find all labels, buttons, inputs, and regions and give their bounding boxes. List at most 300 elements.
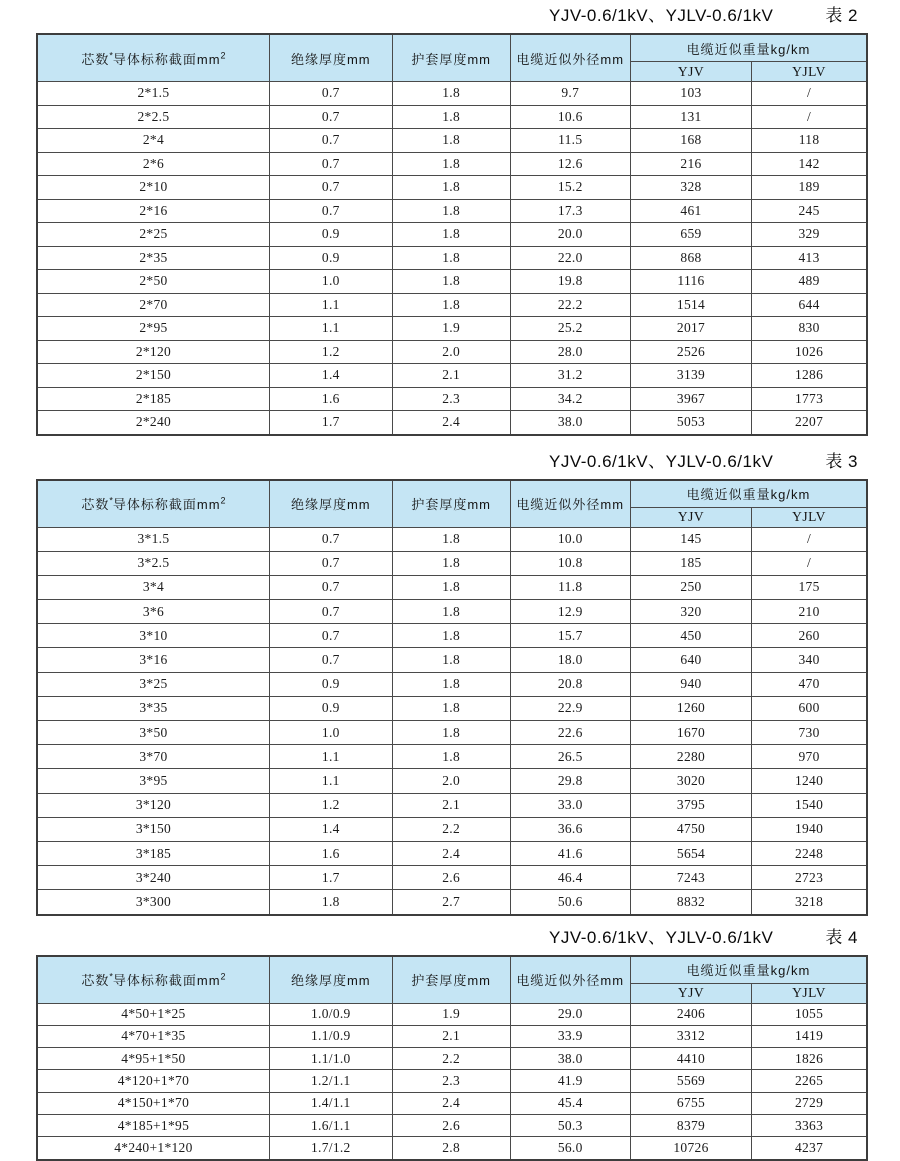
table-row	[37, 866, 867, 890]
table-cell: 2.4	[392, 841, 510, 865]
table-cell: 50.6	[510, 890, 630, 915]
table-cell: 2.1	[392, 1025, 510, 1047]
table-cell: 2*2.5	[37, 105, 269, 129]
table-cell: 8832	[630, 890, 751, 915]
table-cell: 15.7	[510, 624, 630, 648]
table-cell: 29.8	[510, 769, 630, 793]
table-cell: 2*35	[37, 246, 269, 270]
table-cell: 2.1	[392, 793, 510, 817]
table-title	[36, 451, 858, 472]
table-cell: 2*16	[37, 199, 269, 223]
table-cell: 29.0	[510, 1003, 630, 1025]
table-title-text: YJV-0.6/1kV、YJLV-0.6/1kV	[549, 927, 774, 947]
column-header-yjlv: YJLV	[752, 983, 867, 1003]
table-cell: 10.6	[510, 105, 630, 129]
table-cell: 7243	[630, 866, 751, 890]
table-cell: 1.8	[392, 293, 510, 317]
table-cell: 31.2	[510, 364, 630, 388]
table-cell: 26.5	[510, 745, 630, 769]
column-header-insulation: 绝缘厚度mm	[269, 956, 392, 1004]
table-cell: 2.6	[392, 866, 510, 890]
column-header-yjlv: YJLV	[752, 62, 867, 82]
table-cell: 1.0	[269, 721, 392, 745]
column-header-insulation: 绝缘厚度mm	[269, 34, 392, 82]
table-cell: 2207	[752, 411, 867, 435]
table-cell: 868	[630, 246, 751, 270]
table-cell: 470	[752, 672, 867, 696]
table-cell: 1240	[752, 769, 867, 793]
table-cell: 3*2.5	[37, 551, 269, 575]
column-header-core-section	[37, 480, 269, 528]
table-cell: 50.3	[510, 1114, 630, 1136]
table-cell: 1514	[630, 293, 751, 317]
table-cell: 2*25	[37, 223, 269, 247]
table-cell: 1.4	[269, 364, 392, 388]
table-cell: 38.0	[510, 1048, 630, 1070]
table-cell: 340	[752, 648, 867, 672]
table-cell: 1.8	[269, 890, 392, 915]
table-cell: 2.4	[392, 411, 510, 435]
table-cell: 5569	[630, 1070, 751, 1092]
table-cell: 1.6	[269, 841, 392, 865]
table-cell: 328	[630, 176, 751, 200]
table-cell: 145	[630, 527, 751, 551]
table-cell: 1.2/1.1	[269, 1070, 392, 1092]
table-row	[37, 317, 867, 341]
table-cell: 2.1	[392, 364, 510, 388]
table-cell: 3*185	[37, 841, 269, 865]
table-cell: 2*70	[37, 293, 269, 317]
table-cell: 4*240+1*120	[37, 1137, 269, 1160]
column-header-sheath: 护套厚度mm	[392, 956, 510, 1004]
table-cell: 1826	[752, 1048, 867, 1070]
table-cell: 3*1.5	[37, 527, 269, 551]
table-cell: 489	[752, 270, 867, 294]
table-cell: 2.3	[392, 1070, 510, 1092]
table-row	[37, 527, 867, 551]
table-row	[37, 1025, 867, 1047]
core-header-base: 芯数	[81, 973, 110, 988]
column-header-diameter: 电缆近似外径mm	[510, 956, 630, 1004]
table-cell: 17.3	[510, 199, 630, 223]
table-cell: 3*6	[37, 600, 269, 624]
table-cell: 3*150	[37, 817, 269, 841]
table-row	[37, 648, 867, 672]
table-cell: 142	[752, 152, 867, 176]
table-cell: 1.4/1.1	[269, 1092, 392, 1114]
table-cell: 4*70+1*35	[37, 1025, 269, 1047]
table-cell: 56.0	[510, 1137, 630, 1160]
table-cell: 450	[630, 624, 751, 648]
table-cell: 1540	[752, 793, 867, 817]
table-cell: 2.8	[392, 1137, 510, 1160]
table-cell: 640	[630, 648, 751, 672]
table-cell: 730	[752, 721, 867, 745]
table-row	[37, 769, 867, 793]
table-cell: 3*240	[37, 866, 269, 890]
table-cell: 2*6	[37, 152, 269, 176]
column-header-insulation: 绝缘厚度mm	[269, 480, 392, 528]
table-cell: 2.2	[392, 817, 510, 841]
table-cell: 25.2	[510, 317, 630, 341]
table-cell: 2526	[630, 340, 751, 364]
table-row	[37, 890, 867, 915]
table-cell: 1.6	[269, 387, 392, 411]
table-title	[36, 5, 858, 26]
table-cell: 2.4	[392, 1092, 510, 1114]
table-cell: 19.8	[510, 270, 630, 294]
table-number: 表 4	[825, 927, 858, 947]
table-row	[37, 105, 867, 129]
table-cell: 3218	[752, 890, 867, 915]
table-row	[37, 129, 867, 153]
table-block-2	[36, 5, 868, 436]
core-header-mid: 导体标称截面mm	[112, 51, 221, 67]
table-cell: 3312	[630, 1025, 751, 1047]
column-header-weight: 电缆近似重量kg/km	[630, 480, 867, 508]
table-cell: 10.8	[510, 551, 630, 575]
table-cell: 210	[752, 600, 867, 624]
table-cell: 1.8	[392, 624, 510, 648]
table-cell: 1.2	[269, 340, 392, 364]
table-cell: 9.7	[510, 82, 630, 106]
table-cell: 22.0	[510, 246, 630, 270]
table-cell: 1.8	[392, 672, 510, 696]
table-cell: 1.8	[392, 199, 510, 223]
table-cell: 3020	[630, 769, 751, 793]
table-cell: 175	[752, 575, 867, 599]
table-row	[37, 246, 867, 270]
table-cell: 2265	[752, 1070, 867, 1092]
table-cell: 1.2	[269, 793, 392, 817]
table-cell: 1.8	[392, 152, 510, 176]
table-row	[37, 1070, 867, 1092]
table-cell: 0.7	[269, 82, 392, 106]
table-cell: 0.9	[269, 696, 392, 720]
table-cell: 1.0	[269, 270, 392, 294]
column-header-sheath: 护套厚度mm	[392, 480, 510, 528]
table-row	[37, 152, 867, 176]
table-cell: 10.0	[510, 527, 630, 551]
table-cell: 1.4	[269, 817, 392, 841]
table-cell: 3*120	[37, 793, 269, 817]
table-cell: 1.1	[269, 317, 392, 341]
table-cell: 2.7	[392, 890, 510, 915]
table-cell: 1.8	[392, 721, 510, 745]
table-cell: 1.8	[392, 527, 510, 551]
table-cell: /	[752, 105, 867, 129]
column-header-sheath: 护套厚度mm	[392, 34, 510, 82]
core-header-base: 芯数	[81, 51, 110, 67]
table-cell: 1.8	[392, 105, 510, 129]
table-cell: 41.6	[510, 841, 630, 865]
table-cell: 2.0	[392, 769, 510, 793]
table-row	[37, 199, 867, 223]
table-cell: 3*50	[37, 721, 269, 745]
core-header-mid: 导体标称截面mm	[112, 497, 221, 512]
table-cell: 33.9	[510, 1025, 630, 1047]
table-cell: 1.8	[392, 270, 510, 294]
table-cell: 0.7	[269, 600, 392, 624]
table-cell: 168	[630, 129, 751, 153]
table-cell: 250	[630, 575, 751, 599]
table-cell: 0.9	[269, 672, 392, 696]
table-cell: 600	[752, 696, 867, 720]
table-cell: 1.1	[269, 293, 392, 317]
table-cell: 3*70	[37, 745, 269, 769]
table-cell: /	[752, 527, 867, 551]
column-header-weight: 电缆近似重量kg/km	[630, 34, 867, 62]
table-cell: 2.6	[392, 1114, 510, 1136]
table-cell: 15.2	[510, 176, 630, 200]
table-cell: 10726	[630, 1137, 751, 1160]
table-row	[37, 364, 867, 388]
table-row	[37, 1003, 867, 1025]
table-row	[37, 1092, 867, 1114]
table-cell: 2406	[630, 1003, 751, 1025]
table-cell: 8379	[630, 1114, 751, 1136]
table-row	[37, 293, 867, 317]
table-row	[37, 600, 867, 624]
table-cell: 22.2	[510, 293, 630, 317]
table-cell: 0.9	[269, 223, 392, 247]
table-block-4	[36, 927, 868, 1161]
table-row	[37, 411, 867, 435]
table-number: 表 2	[825, 6, 858, 25]
table-cell: 38.0	[510, 411, 630, 435]
table-row	[37, 575, 867, 599]
column-header-diameter: 电缆近似外径mm	[510, 34, 630, 82]
table-row	[37, 793, 867, 817]
table-cell: 2723	[752, 866, 867, 890]
table-cell: 1.6/1.1	[269, 1114, 392, 1136]
table-cell: 2.2	[392, 1048, 510, 1070]
cable-spec-table-4	[36, 955, 868, 1161]
table-cell: 1940	[752, 817, 867, 841]
table-cell: 1026	[752, 340, 867, 364]
table-cell: 2*10	[37, 176, 269, 200]
table-cell: 1.8	[392, 648, 510, 672]
column-header-diameter: 电缆近似外径mm	[510, 480, 630, 528]
table-cell: 46.4	[510, 866, 630, 890]
table-title	[36, 927, 858, 948]
column-header-yjv: YJV	[630, 983, 751, 1003]
table-cell: 1670	[630, 721, 751, 745]
table-cell: 103	[630, 82, 751, 106]
table-cell: 0.7	[269, 199, 392, 223]
core-header-asterisk: *	[109, 971, 113, 982]
table-title-text: YJV-0.6/1kV、YJLV-0.6/1kV	[549, 451, 774, 471]
table-cell: 0.7	[269, 129, 392, 153]
table-cell: 1.8	[392, 82, 510, 106]
table-cell: 4237	[752, 1137, 867, 1160]
table-cell: 12.9	[510, 600, 630, 624]
table-row	[37, 672, 867, 696]
table-cell: 41.9	[510, 1070, 630, 1092]
core-header-base: 芯数	[81, 497, 110, 512]
table-cell: 2.3	[392, 387, 510, 411]
table-row	[37, 817, 867, 841]
table-cell: 2*150	[37, 364, 269, 388]
table-cell: 11.8	[510, 575, 630, 599]
table-cell: 4*185+1*95	[37, 1114, 269, 1136]
table-row	[37, 176, 867, 200]
table-cell: 131	[630, 105, 751, 129]
column-header-core-section	[37, 956, 269, 1004]
table-cell: 18.0	[510, 648, 630, 672]
table-cell: 20.8	[510, 672, 630, 696]
table-row	[37, 551, 867, 575]
table-cell: 1.8	[392, 176, 510, 200]
table-cell: 1.8	[392, 600, 510, 624]
table-cell: 1.7	[269, 866, 392, 890]
table-cell: 2280	[630, 745, 751, 769]
table-cell: 2*240	[37, 411, 269, 435]
table-number: 表 3	[825, 451, 858, 471]
table-cell: 1055	[752, 1003, 867, 1025]
table-cell: 1.0/0.9	[269, 1003, 392, 1025]
table-cell: 1.8	[392, 745, 510, 769]
table-cell: 5654	[630, 841, 751, 865]
core-header-sq: 2	[220, 50, 226, 61]
table-cell: 2.0	[392, 340, 510, 364]
table-cell: 1.8	[392, 129, 510, 153]
table-cell: 2*50	[37, 270, 269, 294]
table-cell: 33.0	[510, 793, 630, 817]
table-row	[37, 82, 867, 106]
table-row	[37, 1137, 867, 1160]
table-row	[37, 624, 867, 648]
table-cell: 260	[752, 624, 867, 648]
table-cell: /	[752, 82, 867, 106]
table-cell: 0.7	[269, 152, 392, 176]
table-cell: 1.8	[392, 223, 510, 247]
table-cell: 22.6	[510, 721, 630, 745]
table-cell: 1260	[630, 696, 751, 720]
table-cell: 940	[630, 672, 751, 696]
table-cell: 3*95	[37, 769, 269, 793]
table-block-3	[36, 451, 868, 916]
cable-spec-table-3	[36, 479, 868, 916]
table-row	[37, 1048, 867, 1070]
core-header-asterisk: *	[109, 495, 113, 506]
table-cell: 4*50+1*25	[37, 1003, 269, 1025]
table-cell: 185	[630, 551, 751, 575]
table-cell: 118	[752, 129, 867, 153]
column-header-yjv: YJV	[630, 62, 751, 82]
table-cell: 4*120+1*70	[37, 1070, 269, 1092]
table-cell: 3*10	[37, 624, 269, 648]
table-cell: 413	[752, 246, 867, 270]
table-row	[37, 841, 867, 865]
table-cell: 3*16	[37, 648, 269, 672]
table-cell: 329	[752, 223, 867, 247]
core-header-mid: 导体标称截面mm	[112, 973, 221, 988]
table-cell: 0.7	[269, 551, 392, 575]
table-cell: 0.7	[269, 575, 392, 599]
table-row	[37, 721, 867, 745]
table-cell: 12.6	[510, 152, 630, 176]
table-row	[37, 1114, 867, 1136]
table-cell: 189	[752, 176, 867, 200]
table-cell: 3795	[630, 793, 751, 817]
table-cell: 1773	[752, 387, 867, 411]
table-cell: 0.7	[269, 105, 392, 129]
table-cell: 1419	[752, 1025, 867, 1047]
table-cell: /	[752, 551, 867, 575]
table-cell: 1.1	[269, 769, 392, 793]
table-cell: 1.1/1.0	[269, 1048, 392, 1070]
table-cell: 4410	[630, 1048, 751, 1070]
table-cell: 1286	[752, 364, 867, 388]
table-cell: 1.7/1.2	[269, 1137, 392, 1160]
table-row	[37, 340, 867, 364]
table-cell: 3*4	[37, 575, 269, 599]
table-cell: 644	[752, 293, 867, 317]
table-cell: 0.9	[269, 246, 392, 270]
table-cell: 245	[752, 199, 867, 223]
table-cell: 36.6	[510, 817, 630, 841]
table-cell: 4*150+1*70	[37, 1092, 269, 1114]
table-row	[37, 223, 867, 247]
table-cell: 3*35	[37, 696, 269, 720]
table-cell: 216	[630, 152, 751, 176]
table-cell: 4750	[630, 817, 751, 841]
table-cell: 1.7	[269, 411, 392, 435]
table-cell: 830	[752, 317, 867, 341]
table-cell: 1.8	[392, 246, 510, 270]
table-cell: 1.8	[392, 575, 510, 599]
column-header-yjv: YJV	[630, 507, 751, 527]
cable-spec-table-2	[36, 33, 868, 436]
table-cell: 2248	[752, 841, 867, 865]
table-title-text: YJV-0.6/1kV、YJLV-0.6/1kV	[549, 6, 774, 25]
table-cell: 2*185	[37, 387, 269, 411]
table-cell: 5053	[630, 411, 751, 435]
table-cell: 3*300	[37, 890, 269, 915]
table-row	[37, 387, 867, 411]
table-cell: 34.2	[510, 387, 630, 411]
table-cell: 1.1/0.9	[269, 1025, 392, 1047]
table-cell: 0.7	[269, 648, 392, 672]
table-cell: 1.8	[392, 696, 510, 720]
table-row	[37, 696, 867, 720]
table-cell: 11.5	[510, 129, 630, 153]
table-cell: 1.1	[269, 745, 392, 769]
table-cell: 659	[630, 223, 751, 247]
table-cell: 320	[630, 600, 751, 624]
core-header-sq: 2	[220, 495, 226, 506]
table-cell: 3139	[630, 364, 751, 388]
column-header-yjlv: YJLV	[752, 507, 867, 527]
table-cell: 2*4	[37, 129, 269, 153]
table-cell: 2729	[752, 1092, 867, 1114]
table-cell: 1.8	[392, 551, 510, 575]
table-cell: 22.9	[510, 696, 630, 720]
table-cell: 4*95+1*50	[37, 1048, 269, 1070]
table-cell: 3967	[630, 387, 751, 411]
table-cell: 6755	[630, 1092, 751, 1114]
table-cell: 20.0	[510, 223, 630, 247]
table-cell: 0.7	[269, 624, 392, 648]
table-cell: 461	[630, 199, 751, 223]
table-cell: 0.7	[269, 176, 392, 200]
core-header-asterisk: *	[109, 50, 113, 61]
table-cell: 28.0	[510, 340, 630, 364]
table-cell: 1.9	[392, 1003, 510, 1025]
table-cell: 970	[752, 745, 867, 769]
table-cell: 45.4	[510, 1092, 630, 1114]
